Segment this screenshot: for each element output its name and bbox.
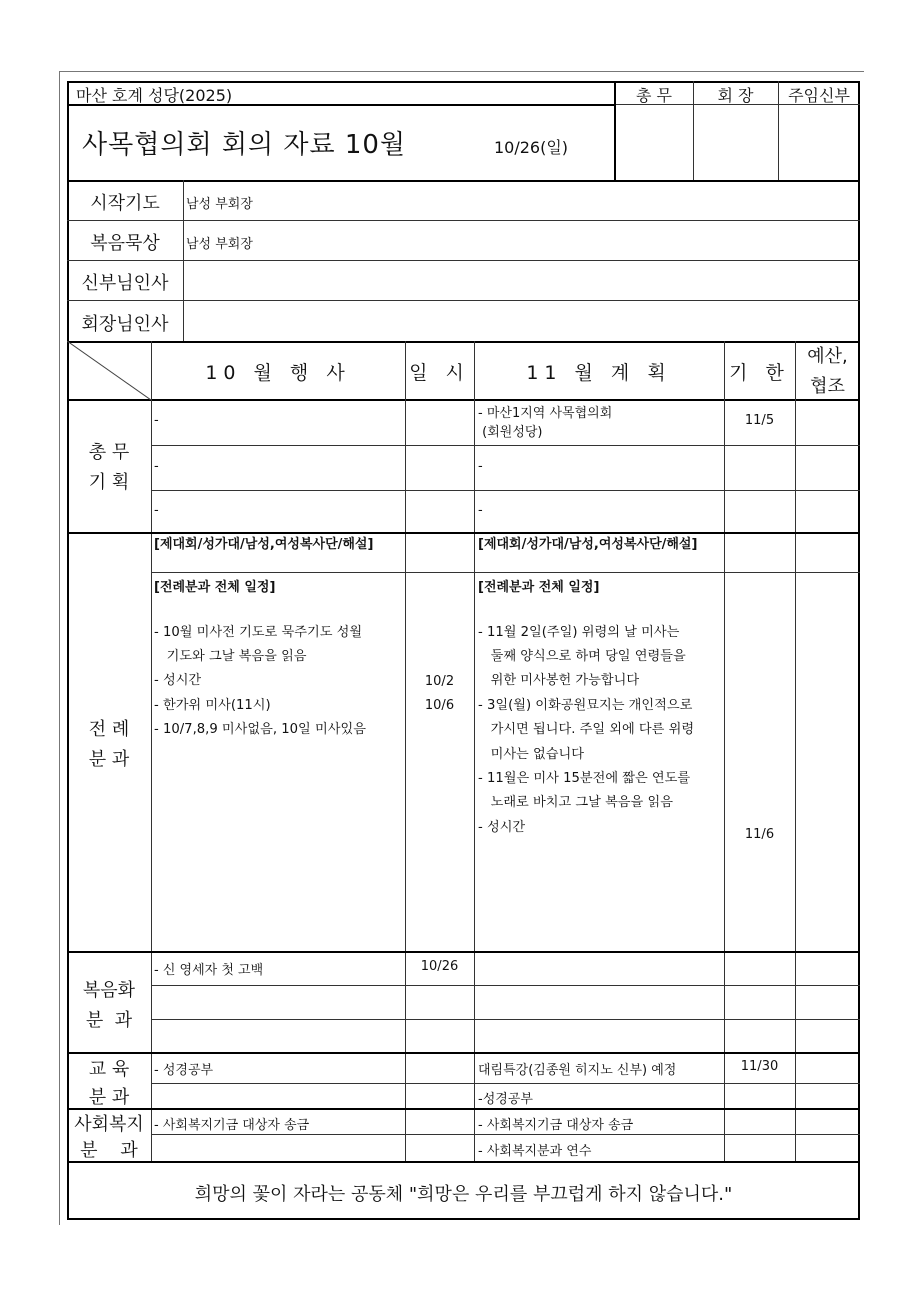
liturgy-nov-item: 노래로 바치고 그날 복음을 읽음	[478, 795, 673, 810]
divider	[67, 399, 860, 401]
section-label-general: 총 무	[88, 442, 130, 463]
column-header-oct-events: 10 월 행 사	[205, 362, 351, 384]
liturgy-nov-item: 미사는 없습니다	[478, 747, 584, 762]
meeting-date: 10/26(일)	[494, 138, 569, 157]
divider	[183, 180, 184, 341]
sign-box-pastor: 주임신부	[788, 86, 850, 105]
divider	[151, 1134, 860, 1135]
general-nov-item: -	[478, 503, 483, 518]
general-deadline: 11/5	[744, 413, 775, 428]
divider	[151, 572, 860, 573]
liturgy-oct-date: 10/6	[424, 698, 455, 713]
divider	[67, 341, 860, 343]
divider	[151, 341, 152, 1161]
footer-motto: 희망의 꽃이 자라는 공동체 "희망은 우리를 부끄럽게 하지 않습니다."	[194, 1184, 733, 1205]
parish-name: 마산 호계 성당(2025)	[76, 86, 233, 105]
liturgy-nov-item: 위한 미사봉헌 가능합니다	[478, 673, 640, 688]
general-oct-item: -	[154, 413, 159, 428]
section-label-education: 교 육	[88, 1059, 130, 1080]
general-nov-item: - 마산1지역 사목협의회	[478, 406, 613, 421]
liturgy-oct-date: 10/2	[424, 674, 455, 689]
liturgy-nov-deadline: 11/6	[744, 827, 775, 842]
divider	[724, 341, 725, 1161]
label-gospel-meditation: 복음묵상	[90, 233, 160, 254]
sign-box-president: 회 장	[717, 86, 754, 105]
signature-field-general-secretary[interactable]	[615, 105, 693, 180]
education-deadline: 11/30	[740, 1059, 779, 1074]
section-label-welfare-2: 분 과	[80, 1140, 138, 1161]
liturgy-oct-item: - 10월 미사전 기도로 묵주기도 성월	[154, 625, 363, 640]
general-nov-item-cont: (회원성당)	[478, 425, 543, 440]
divider	[67, 1052, 860, 1054]
divider	[67, 1161, 860, 1163]
liturgy-oct-item: - 성시간	[154, 673, 202, 688]
liturgy-groups-nov: [제대회/성가대/남성,여성복사단/해설]	[478, 537, 698, 552]
label-opening-prayer: 시작기도	[90, 193, 160, 214]
section-label-liturgy: 전 례	[88, 719, 130, 740]
column-header-nov-plan: 11 월 계 획	[526, 362, 672, 384]
liturgy-oct-item: 기도와 그날 복음을 읽음	[154, 649, 307, 664]
evangelization-oct-item: - 신 영세자 첫 고백	[154, 963, 264, 978]
liturgy-oct-item: - 10/7,8,9 미사없음, 10일 미사있음	[154, 722, 366, 737]
divider	[67, 260, 860, 261]
column-header-budget-line2: 협조	[810, 376, 845, 397]
divider	[67, 300, 860, 301]
liturgy-nov-item: - 성시간	[478, 820, 526, 835]
divider	[795, 341, 796, 1161]
liturgy-oct-item: - 한가위 미사(11시)	[154, 698, 271, 713]
value-gospel-meditation: 남성 부회장	[186, 237, 253, 252]
divider	[151, 985, 860, 986]
liturgy-nov-item: - 3일(월) 이화공원묘지는 개인적으로	[478, 698, 693, 713]
section-label-evangelization: 복음화	[82, 980, 136, 1001]
general-nov-item: -	[478, 459, 483, 474]
section-label-liturgy-2: 분 과	[88, 749, 130, 770]
column-header-deadline: 기 한	[729, 362, 790, 384]
divider	[151, 1083, 860, 1084]
label-pastor-greeting: 신부님인사	[81, 273, 169, 294]
liturgy-schedule-title-oct: [전례분과 전체 일정]	[154, 580, 276, 595]
welfare-nov-item: - 사회복지분과 연수	[478, 1144, 592, 1159]
liturgy-schedule-title-nov: [전례분과 전체 일정]	[478, 580, 600, 595]
liturgy-groups-oct: [제대회/성가대/남성,여성복사단/해설]	[154, 537, 374, 552]
column-header-datetime: 일 시	[409, 362, 470, 384]
evangelization-oct-date: 10/26	[420, 959, 459, 974]
signature-field-president[interactable]	[694, 105, 778, 180]
divider	[67, 951, 860, 953]
welfare-oct-item: - 사회복지기금 대상자 송금	[154, 1118, 310, 1133]
liturgy-nov-item: 가시면 됩니다. 주일 외에 다른 위령	[478, 722, 695, 737]
section-label-education-2: 분 과	[88, 1087, 130, 1108]
divider	[405, 341, 406, 1161]
education-nov-item: 대림특강(김종원 히지노 신부) 예정	[478, 1063, 677, 1078]
education-oct-item: - 성경공부	[154, 1063, 214, 1078]
divider	[151, 445, 860, 446]
divider	[151, 490, 860, 491]
divider	[474, 341, 475, 1161]
divider	[151, 1019, 860, 1020]
liturgy-nov-item: - 11월 2일(주일) 위령의 날 미사는	[478, 625, 680, 640]
liturgy-nov-item: 둘째 양식으로 하며 당일 연령들을	[478, 649, 686, 664]
column-header-budget-line1: 예산,	[807, 346, 848, 367]
divider	[67, 180, 860, 182]
section-label-general-2: 기 획	[88, 472, 130, 493]
divider	[67, 220, 860, 221]
divider	[67, 1108, 860, 1110]
signature-field-pastor[interactable]	[779, 105, 860, 180]
liturgy-nov-item: - 11월은 미사 15분전에 짧은 연도를	[478, 771, 691, 786]
page-title: 사목협의회 회의 자료 10월	[82, 130, 407, 160]
label-president-greeting: 회장님인사	[81, 314, 169, 335]
value-opening-prayer: 남성 부회장	[186, 197, 253, 212]
diagonal-corner-line	[67, 341, 151, 400]
section-label-evangelization-2: 분 과	[85, 1010, 133, 1031]
general-oct-item: -	[154, 459, 159, 474]
welfare-nov-item: - 사회복지기금 대상자 송금	[478, 1118, 634, 1133]
general-oct-item: -	[154, 503, 159, 518]
education-nov-item: -성경공부	[478, 1092, 533, 1107]
sign-box-general-secretary: 총 무	[636, 86, 672, 105]
section-label-welfare: 사회복지	[74, 1114, 144, 1135]
